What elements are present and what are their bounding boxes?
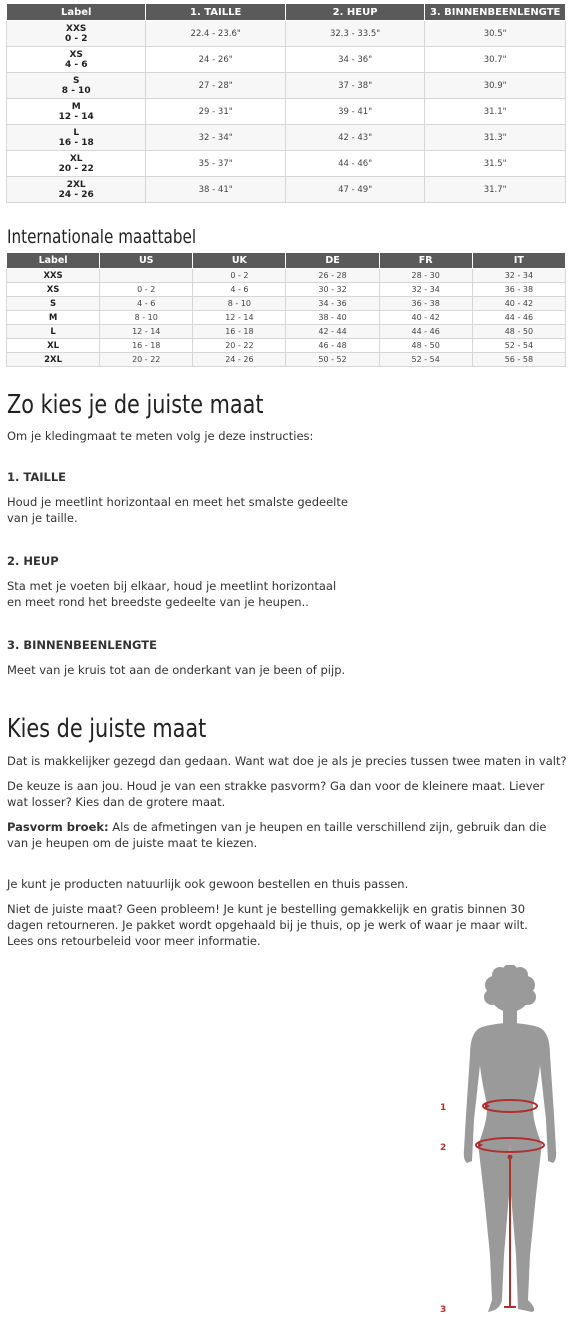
intl-value-cell: 16 - 18 [193,325,286,339]
intl-size-table [6,253,566,367]
step-3-heading: 3. BINNENBEENLENGTE [7,638,157,652]
size-waist-cell: 27 - 28" [146,73,286,99]
intl-value-cell: 16 - 18 [100,339,193,353]
size-hip-cell: 39 - 41" [285,99,424,125]
size-table-header-row [7,4,566,21]
body-measurement-figure [430,965,570,1321]
choose-paragraph-2: De keuze is aan jou. Houd je van een strakke pasvorm? Ga dan voor de kleinere maat. Liever wat losser? Kies dan de grotere maat. [7,779,545,809]
intl-col-de: DE [286,253,379,269]
intl-value-cell: 32 - 34 [379,283,472,297]
size-waist-cell: 35 - 37" [146,151,286,177]
intl-table-row [7,269,566,283]
size-hip-cell: 32.3 - 33.5" [285,21,424,47]
intl-value-cell: 48 - 50 [472,325,565,339]
intl-table-row [7,339,566,353]
size-inseam-cell: 30.5" [425,21,566,47]
intl-value-cell: 34 - 36 [286,297,379,311]
intl-size-label: L [7,325,100,339]
size-table [6,4,566,203]
intl-value-cell: 12 - 14 [100,325,193,339]
size-hip-cell: 37 - 38" [285,73,424,99]
intl-table-row [7,311,566,325]
intl-value-cell: 42 - 44 [286,325,379,339]
intl-value-cell: 4 - 6 [100,297,193,311]
choose-paragraph-4: Je kunt je producten natuurlijk ook gewoon bestellen en thuis passen. [7,877,409,891]
intl-value-cell: 8 - 10 [100,311,193,325]
size-label-cell [7,73,146,99]
size-hip-cell: 34 - 36" [285,47,424,73]
intl-table-row [7,283,566,297]
intl-value-cell: 40 - 42 [472,297,565,311]
intl-value-cell: 32 - 34 [472,269,565,283]
size-label-cell [7,21,146,47]
size-label-cell [7,177,146,203]
intl-table-row [7,325,566,339]
intl-value-cell: 52 - 54 [472,339,565,353]
size-inseam-cell: 31.5" [425,151,566,177]
intl-col-us: US [100,253,193,269]
intl-value-cell: 28 - 30 [379,269,472,283]
size-range: 12 - 14 [58,111,94,122]
marker-1-label: 1 [440,1103,447,1113]
size-col-label: Label [7,4,146,21]
size-table-body [7,21,566,203]
intl-col-it: IT [472,253,565,269]
intl-col-uk: UK [193,253,286,269]
fit-text: Als de afmetingen van je heupen en taille verschillend zijn, gebruik dan die van je heupen om de juiste maat te kiezen. [7,820,547,850]
size-inseam-cell: 31.1" [425,99,566,125]
size-table-row [7,151,566,177]
howto-intro: Om je kledingmaat te meten volg je deze instructies: [7,429,314,443]
size-table-row [7,99,566,125]
size-range: 24 - 26 [58,189,94,200]
marker-3-label: 3 [440,1305,447,1315]
size-inseam-cell: 31.7" [425,177,566,203]
size-waist-cell: 32 - 34" [146,125,286,151]
size-waist-cell: 38 - 41" [146,177,286,203]
intl-value-cell: 30 - 32 [286,283,379,297]
size-waist-cell: 24 - 26" [146,47,286,73]
size-range: 4 - 6 [64,59,88,70]
size-inseam-cell: 30.7" [425,47,566,73]
size-name: 2XL [66,179,86,190]
size-table-row [7,73,566,99]
intl-value-cell: 36 - 38 [379,297,472,311]
intl-table-body [7,269,566,367]
intl-value-cell: 56 - 58 [472,353,565,367]
fit-label: Pasvorm broek: [7,820,109,834]
intl-value-cell: 36 - 38 [472,283,565,297]
intl-value-cell: 20 - 22 [100,353,193,367]
intl-table-header-row [7,253,566,269]
size-range: 16 - 18 [58,137,94,148]
howto-title: Zo kies je de juiste maat [7,390,264,420]
intl-size-label: M [7,311,100,325]
size-waist-cell: 29 - 31" [146,99,286,125]
size-hip-cell: 44 - 46" [285,151,424,177]
intl-value-cell: 52 - 54 [379,353,472,367]
size-table-row [7,47,566,73]
intl-value-cell: 0 - 2 [100,283,193,297]
size-name: S [72,75,80,86]
size-hip-cell: 47 - 49" [285,177,424,203]
intl-value-cell: 26 - 28 [286,269,379,283]
intl-value-cell: 24 - 26 [193,353,286,367]
intl-value-cell: 0 - 2 [193,269,286,283]
intl-table-title: Internationale maattabel [7,226,197,248]
intl-size-label: XS [7,283,100,297]
size-name: XL [69,153,83,164]
intl-value-cell: 44 - 46 [472,311,565,325]
size-table-row [7,21,566,47]
step-1-text: Houd je meetlint horizontaal en meet het smalste gedeelte van je taille. [7,495,348,525]
intl-value-cell: 44 - 46 [379,325,472,339]
intl-value-cell: 46 - 48 [286,339,379,353]
choose-title: Kies de juiste maat [7,714,207,744]
size-col-inseam: 3. BINNENBEENLENGTE [425,4,566,21]
fit-paragraph [7,819,562,851]
size-range: 8 - 10 [61,85,91,96]
intl-size-label: XXS [7,269,100,283]
return-paragraph: Niet de juiste maat? Geen probleem! Je kunt je bestelling gemakkelijk en gratis binnen 30 dagen retourneren. Je pakket wordt opgehaald bij je thuis, op je werk of waar je maar wilt. Lees ons retourbeleid voor meer informatie. [7,902,528,948]
intl-value-cell: 38 - 40 [286,311,379,325]
size-label-cell [7,99,146,125]
size-range: 20 - 22 [58,163,94,174]
intl-size-label: XL [7,339,100,353]
size-col-hip: 2. HEUP [285,4,424,21]
intl-size-label: S [7,297,100,311]
intl-size-label: 2XL [7,353,100,367]
intl-value-cell: 8 - 10 [193,297,286,311]
step-2-heading: 2. HEUP [7,554,59,568]
size-name: XXS [66,23,87,34]
intl-col-fr: FR [379,253,472,269]
intl-col-label: Label [7,253,100,269]
step-2-text: Sta met je voeten bij elkaar, houd je meetlint horizontaal en meet rond het breedste gedeelte van je heupen.. [7,579,337,609]
intl-value-cell: 48 - 50 [379,339,472,353]
intl-value-cell: 50 - 52 [286,353,379,367]
size-range: 0 - 2 [64,33,88,44]
size-name: XS [69,49,83,60]
intl-value-cell: 20 - 22 [193,339,286,353]
intl-value-cell: 4 - 6 [193,283,286,297]
size-label-cell [7,47,146,73]
marker-2-label: 2 [440,1143,447,1153]
size-waist-cell: 22.4 - 23.6" [146,21,286,47]
size-label-cell [7,151,146,177]
intl-table-row [7,353,566,367]
size-hip-cell: 42 - 43" [285,125,424,151]
size-col-waist: 1. TAILLE [146,4,286,21]
step-3-text: Meet van je kruis tot aan de onderkant van je been of pijp. [7,663,346,677]
size-name: M [71,101,81,112]
body-silhouette-icon [430,965,570,1317]
size-inseam-cell: 30.9" [425,73,566,99]
size-name: L [73,127,80,138]
intl-value-cell [100,269,193,283]
size-table-row [7,125,566,151]
intl-table-row [7,297,566,311]
intl-value-cell: 12 - 14 [193,311,286,325]
intl-value-cell: 40 - 42 [379,311,472,325]
choose-paragraph-1: Dat is makkelijker gezegd dan gedaan. Want wat doe je als je precies tussen twee maten in valt? [7,754,567,768]
step-1-heading: 1. TAILLE [7,470,67,484]
size-label-cell [7,125,146,151]
size-inseam-cell: 31.3" [425,125,566,151]
size-table-row [7,177,566,203]
